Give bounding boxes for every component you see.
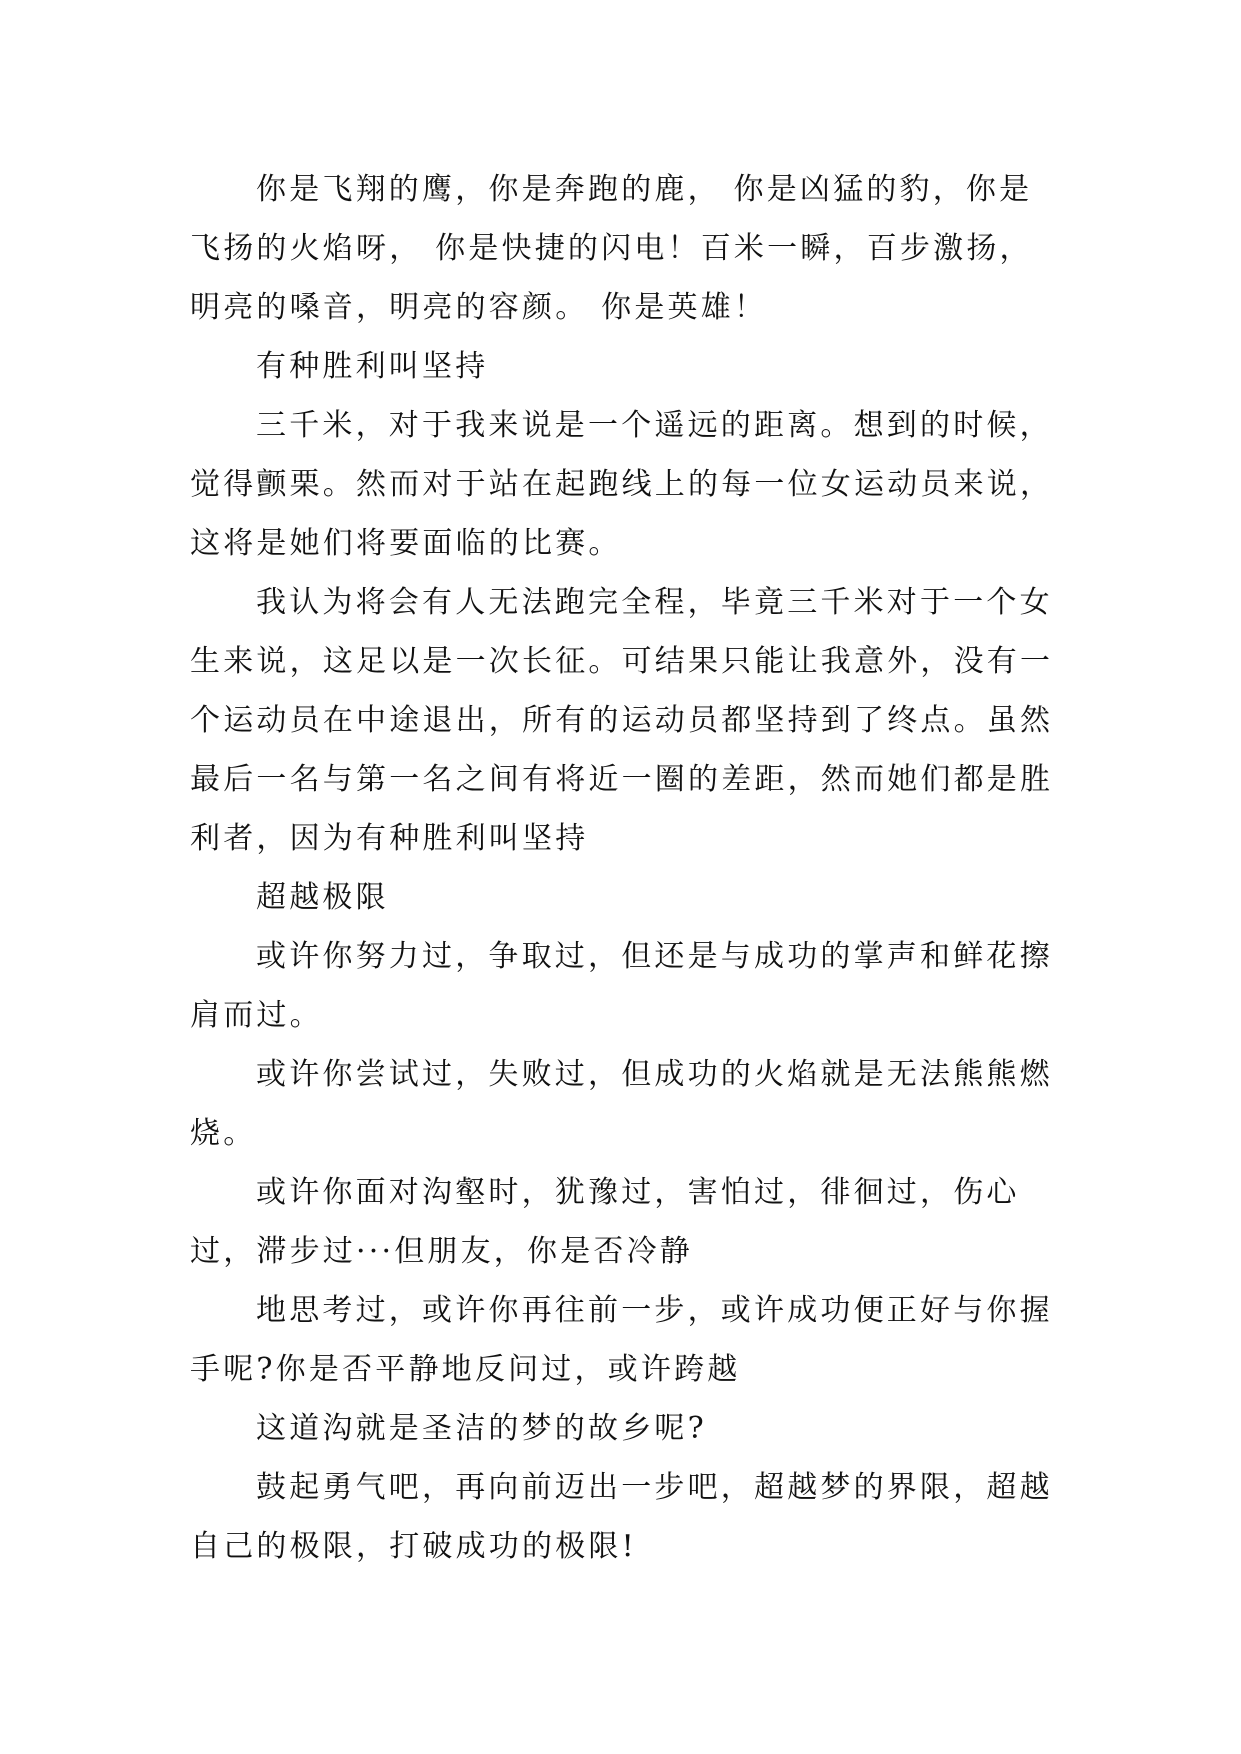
paragraph-hesitate: 或许你面对沟壑时，犹豫过，害怕过，徘徊过，伤心过，滞步过···但朋友，你是否冷静 xyxy=(190,1175,1020,1269)
paragraph-dream-home: 这道沟就是圣洁的梦的故乡呢? xyxy=(256,1411,707,1446)
paragraph-effort: 或许你努力过，争取过，但还是与成功的掌声和鲜花擦肩而过。 xyxy=(190,939,1053,1033)
section-heading-persistence: 有种胜利叫坚持 xyxy=(256,349,489,384)
document-body xyxy=(190,160,1060,1576)
paragraph-3000m: 三千米，对于我来说是一个遥远的距离。想到的时候，觉得颤栗。然而对于站在起跑线上的每一位女运动员来说，这将是她们将要面临的比赛。 xyxy=(190,408,1054,561)
paragraph-attempt: 或许你尝试过，失败过，但成功的火焰就是无法熊熊燃烧。 xyxy=(190,1057,1053,1151)
paragraph-hero: 你是飞翔的鹰，你是奔跑的鹿， 你是凶猛的豹，你是飞扬的火焰呀， 你是快捷的闪电！百米一瞬，百步激扬，明亮的嗓音，明亮的容颜。 你是英雄！ xyxy=(190,172,1033,325)
paragraph-finish: 我认为将会有人无法跑完全程，毕竟三千米对于一个女生来说，这足以是一次长征。可结果只能让我意外，没有一个运动员在中途退出，所有的运动员都坚持到了终点。虽然最后一名与第一名之间有将近一圈的差距，然而她们都是胜利者，因为有种胜利叫坚持 xyxy=(190,585,1054,856)
section-heading-beyond-limits: 超越极限 xyxy=(256,880,389,915)
paragraph-think: 地思考过，或许你再往前一步，或许成功便正好与你握手呢?你是否平静地反问过，或许跨越 xyxy=(190,1293,1053,1387)
paragraph-courage: 鼓起勇气吧，再向前迈出一步吧，超越梦的界限，超越自己的极限，打破成功的极限! xyxy=(190,1470,1053,1564)
